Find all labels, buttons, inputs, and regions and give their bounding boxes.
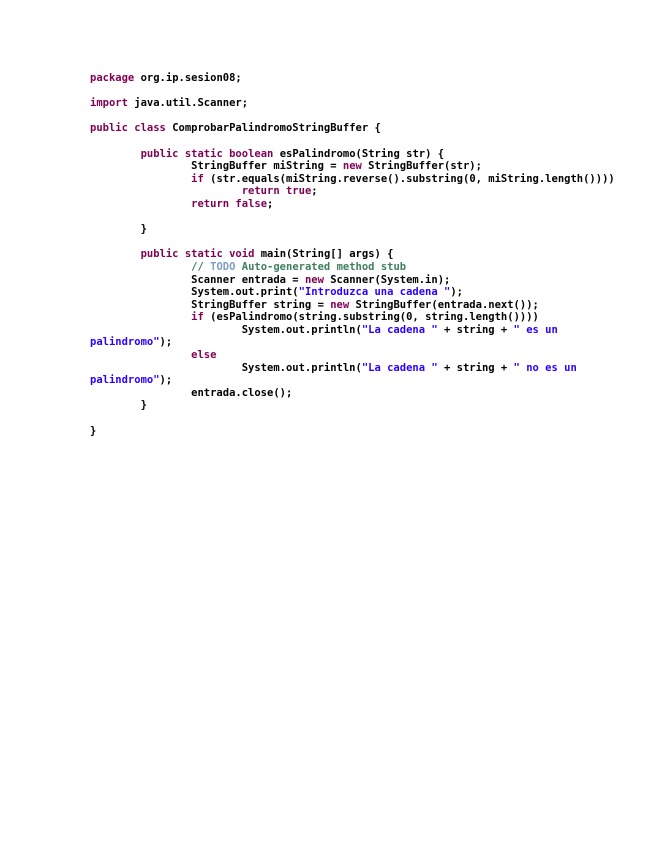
code-token: public: [140, 147, 179, 160]
code-token: (esPalindromo(string.substring(0, string.length()))): [203, 311, 539, 324]
code-token: new: [342, 160, 362, 173]
code-token: System.out.println(: [90, 361, 362, 374]
code-token: [90, 198, 191, 210]
code-token: StringBuffer(str);: [361, 160, 482, 173]
code-token: [90, 148, 141, 160]
code-token: System.out.println(: [90, 323, 362, 336]
code-line: [90, 198, 630, 211]
code-token: palindromo": [90, 374, 160, 387]
code-token: StringBuffer(entrada.next());: [349, 298, 539, 311]
code-token: ;: [267, 197, 274, 210]
code-line: [90, 185, 630, 198]
code-token: java.util.Scanner;: [127, 97, 249, 110]
code-token: org.ip.sesion08;: [134, 72, 242, 84]
code-line: [90, 160, 630, 173]
code-token: + string +: [437, 323, 514, 336]
code-line: [90, 135, 630, 148]
code-line: [90, 299, 630, 312]
code-line: [90, 261, 630, 274]
code-token: [90, 261, 191, 273]
code-token: (str.equals(miString.reverse().substring(0, miString.length()))): [203, 172, 615, 185]
code-token: System.out.print(: [90, 286, 299, 299]
code-line: [90, 236, 630, 249]
code-token: package: [90, 72, 135, 84]
code-line: [90, 274, 630, 287]
code-token: [90, 349, 191, 361]
code-token: false: [235, 197, 268, 210]
code-token: [90, 185, 242, 197]
code-token: Scanner entrada =: [90, 273, 305, 286]
code-line: [90, 399, 630, 412]
code-token: " es un: [513, 323, 558, 336]
code-token: [90, 173, 191, 185]
code-token: if: [191, 172, 204, 185]
code-line: [90, 173, 630, 186]
code-token: }: [90, 223, 147, 236]
code-line: [90, 374, 630, 387]
code-token: new: [330, 298, 350, 311]
code-line: [90, 425, 630, 438]
code-line: [90, 85, 630, 98]
code-line: [90, 110, 630, 123]
code-line: [90, 349, 630, 362]
code-token: );: [450, 286, 463, 299]
code-line: [90, 223, 630, 236]
code-token: "La cadena ": [361, 323, 438, 336]
code-token: entrada.close();: [90, 386, 293, 399]
code-token: TODO: [210, 260, 236, 273]
code-token: else: [191, 349, 217, 362]
code-token: + string +: [437, 361, 514, 374]
code-token: esPalindromo(String str) {: [273, 147, 445, 160]
code-token: StringBuffer miString =: [90, 160, 343, 173]
code-line: [90, 412, 630, 425]
code-line: [90, 362, 630, 375]
code-token: void: [229, 248, 255, 261]
code-line: [90, 97, 630, 110]
code-token: static: [184, 248, 223, 261]
code-block: [90, 72, 630, 437]
code-token: if: [191, 311, 204, 324]
code-token: );: [159, 336, 173, 349]
code-token: "Introduzca una cadena ": [298, 286, 451, 299]
code-token: Scanner(System.in);: [323, 273, 451, 286]
code-token: );: [159, 374, 173, 387]
code-token: main(String[] args) {: [254, 248, 394, 261]
code-token: " no es un: [513, 361, 577, 374]
code-line: [90, 336, 630, 349]
code-token: palindromo": [90, 336, 160, 349]
code-token: [90, 311, 191, 323]
code-line: [90, 72, 630, 85]
code-token: new: [304, 273, 324, 286]
code-token: "La cadena ": [361, 361, 438, 374]
code-line: [90, 148, 630, 161]
code-line: [90, 248, 630, 261]
code-token: //: [191, 260, 211, 273]
code-token: [90, 248, 141, 260]
code-line: [90, 122, 630, 135]
code-line: [90, 311, 630, 324]
code-token: public: [140, 248, 179, 261]
code-token: public: [90, 122, 128, 135]
code-token: }: [90, 399, 147, 412]
code-line: [90, 286, 630, 299]
code-token: boolean: [229, 147, 274, 160]
code-token: return: [191, 197, 230, 210]
code-token: Auto-generated method stub: [235, 260, 407, 273]
code-token: ComprobarPalindromoStringBuffer {: [165, 122, 381, 135]
code-token: return: [241, 185, 280, 198]
code-token: ;: [311, 185, 318, 198]
code-token: class: [134, 122, 166, 135]
code-token: StringBuffer string =: [90, 298, 331, 311]
code-token: import: [90, 97, 128, 110]
code-line: [90, 324, 630, 337]
code-token: }: [90, 424, 97, 437]
code-token: true: [285, 185, 312, 198]
code-line: [90, 387, 630, 400]
code-line: [90, 211, 630, 224]
code-token: static: [184, 147, 223, 160]
